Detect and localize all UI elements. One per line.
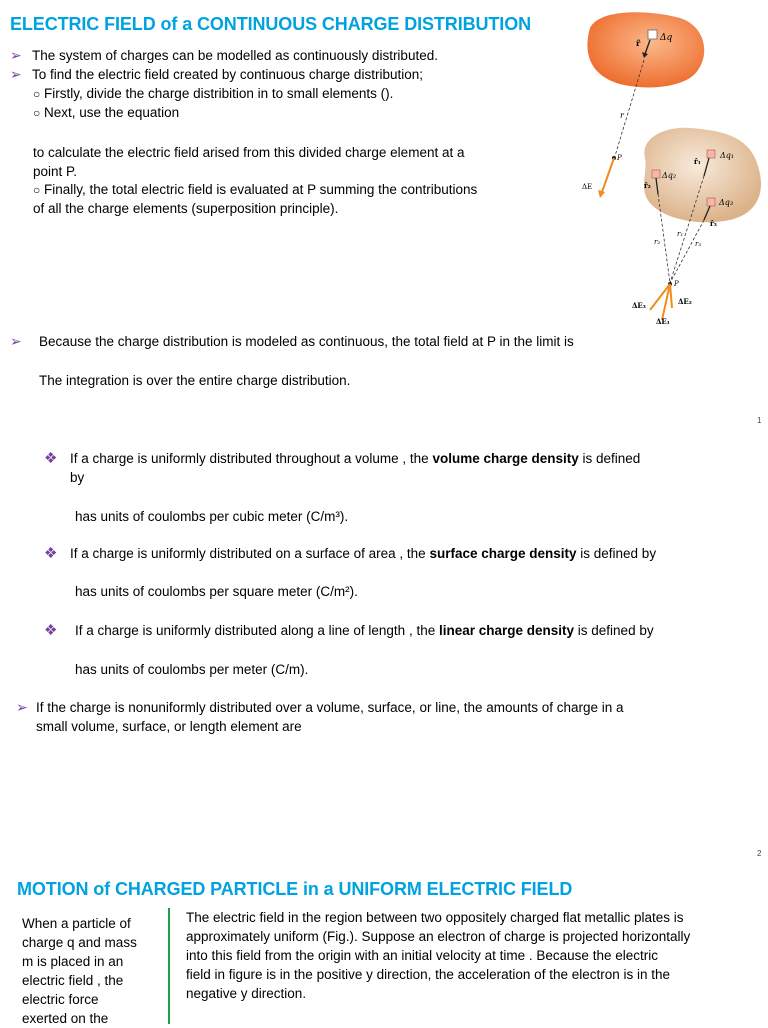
fig-label-dq: Δq <box>660 33 673 43</box>
right-column-line: approximately uniform (Fig.). Suppose an electron of charge is projected horizontally <box>186 929 691 944</box>
field-vector-head <box>598 190 605 198</box>
fig-label-dq2: Δq₂ <box>662 171 677 180</box>
arrow-bullet-icon: ➢ <box>16 699 28 715</box>
right-column-line: The electric field in the region between two oppositely charged flat metallic plates is <box>186 910 684 925</box>
fig-label-p2: P <box>674 280 679 288</box>
page-title: ELECTRIC FIELD of a CONTINUOUS CHARGE DISTRIBUTION <box>10 14 531 34</box>
charge-distribution-figure <box>570 8 768 328</box>
bullet-text: If a charge is uniformly distributed throughout a volume , the <box>70 451 433 466</box>
left-column <box>22 914 162 1028</box>
bullet-text: If a charge is uniformly distributed on a surface of area , the <box>70 546 430 561</box>
column-divider <box>168 908 170 1024</box>
arrow-bullet-icon: ➢ <box>10 66 22 82</box>
bullet-item <box>44 621 734 640</box>
diamond-bullet-icon: ❖ <box>44 622 58 639</box>
units-line: has units of coulombs per cubic meter (C/m³). <box>75 509 349 524</box>
page-number: 2 <box>757 849 762 858</box>
left-column-line: electric force <box>22 992 99 1007</box>
bullet-text: is defined <box>578 451 641 466</box>
fig-label-r2hat: r̂₂ <box>644 181 651 190</box>
left-column-line: charge q and mass <box>22 935 137 950</box>
bullet-text: To find the electric field created by continuous charge distribution; <box>32 67 423 82</box>
sub-text: Finally, the total electric field is evaluated at P summing the contributions <box>44 182 478 197</box>
fig-label-dq1: Δq₁ <box>720 151 735 160</box>
bullet-item <box>10 65 423 84</box>
sub-item <box>33 84 393 104</box>
diamond-bullet-icon: ❖ <box>44 545 58 562</box>
fig-label-de3: ΔE₃ <box>632 301 646 310</box>
right-column <box>186 908 746 1003</box>
fig-label-r1hat: r̂₁ <box>694 157 701 166</box>
circle-bullet-icon: ○ <box>33 106 41 120</box>
field-vector <box>602 158 614 192</box>
fig-label-r2: r₂ <box>654 238 661 246</box>
fig-label-de2: ΔE₂ <box>678 297 692 306</box>
bold-term: linear charge density <box>438 623 575 638</box>
fig-label-r3hat: r̂₃ <box>710 219 717 228</box>
page-number: 1 <box>757 416 762 425</box>
bold-term: surface charge density <box>429 546 577 561</box>
bullet-item <box>44 449 724 468</box>
paragraph-line: point P. <box>33 164 78 179</box>
paragraph-line: of all the charge elements (superposition principle). <box>33 201 339 216</box>
bold-term: volume charge density <box>432 451 579 466</box>
charge-element-3 <box>707 198 715 206</box>
paragraph-line: to calculate the electric field arised from this divided charge element at a <box>33 145 465 160</box>
left-column-line: electric field , the <box>22 973 124 988</box>
paragraph-line: by <box>70 470 85 485</box>
arrow-bullet-icon: ➢ <box>10 47 22 63</box>
right-column-line: into this field from the origin with an initial velocity at time . Because the electric <box>186 948 658 963</box>
bullet-text: is defined by <box>574 623 654 638</box>
sub-item <box>33 180 477 200</box>
fig-label-dq3: Δq₃ <box>719 198 734 207</box>
bullet-text: If the charge is nonuniformly distributed over a volume, surface, or line, the amounts of charge in a <box>36 700 624 715</box>
fig-label-p: P <box>617 154 622 162</box>
charge-element-1 <box>707 150 715 158</box>
fig-label-r: r <box>620 111 624 120</box>
units-line: has units of coulombs per square meter (C/m²). <box>75 584 358 599</box>
field-vector-2 <box>670 284 672 308</box>
fig-label-de: ΔE <box>582 183 593 191</box>
fig-label-r3: r₃ <box>695 240 702 248</box>
bullet-item <box>44 544 724 563</box>
left-column-line: m is placed in an <box>22 954 124 969</box>
bullet-item <box>10 46 438 65</box>
fig-label-rhat: r̂ <box>636 38 641 48</box>
fig-label-de1: ΔE₁ <box>656 317 670 326</box>
right-column-line: field in figure is in the positive y direction, the acceleration of the electron is in the <box>186 967 671 982</box>
charge-element <box>648 30 657 39</box>
paragraph-line: small volume, surface, or length element are <box>36 719 302 734</box>
circle-bullet-icon: ○ <box>33 183 41 197</box>
bullet-item <box>10 332 574 351</box>
circle-bullet-icon: ○ <box>33 87 41 101</box>
bullet-text: Because the charge distribution is modeled as continuous, the total field at P in the limit is <box>39 334 574 349</box>
bullet-text: If a charge is uniformly distributed along a line of length , the <box>75 623 439 638</box>
sub-item <box>33 103 179 123</box>
diamond-bullet-icon: ❖ <box>44 450 58 467</box>
bullet-text: is defined by <box>576 546 657 561</box>
sub-text: Next, use the equation <box>44 105 180 120</box>
sub-text: Firstly, divide the charge distribition in to small elements (). <box>44 86 394 101</box>
arrow-bullet-icon: ➢ <box>10 333 22 349</box>
bullet-text: The system of charges can be modelled as continuously distributed. <box>32 48 438 63</box>
right-column-line: negative y direction. <box>186 986 307 1001</box>
paragraph-line: The integration is over the entire charge distribution. <box>39 373 351 388</box>
fig-label-r1: r₁ <box>677 230 684 238</box>
left-column-line: When a particle of <box>22 916 131 931</box>
left-column-line: exerted on the <box>22 1011 109 1026</box>
units-line: has units of coulombs per meter (C/m). <box>75 662 309 677</box>
section-title: MOTION of CHARGED PARTICLE in a UNIFORM ELECTRIC FIELD <box>17 879 573 899</box>
bullet-item <box>16 698 624 717</box>
charge-element-2 <box>652 170 660 178</box>
